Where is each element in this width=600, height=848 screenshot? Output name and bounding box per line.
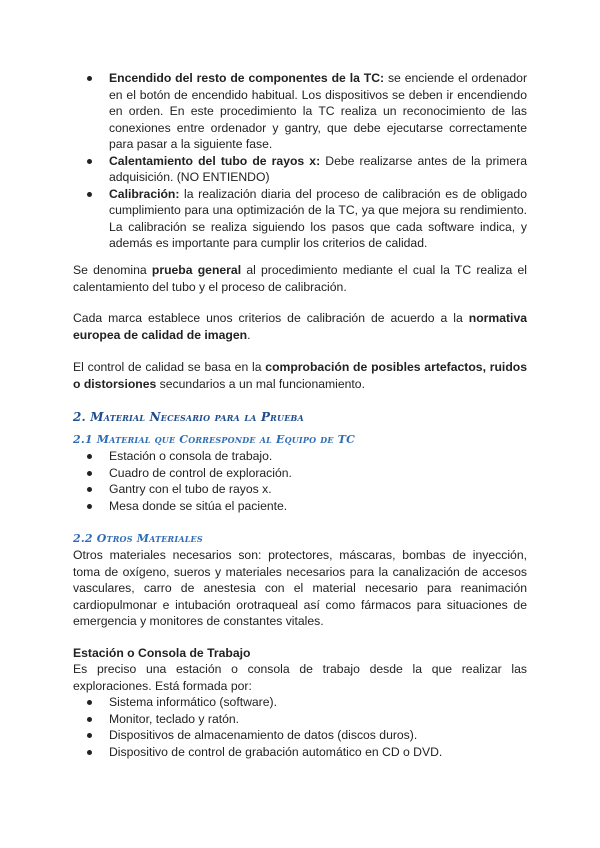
list-item: Dispositivo de control de grabación automático en CD o DVD. — [73, 744, 527, 761]
paragraph-normativa: Cada marca establece unos criterios de calibración de acuerdo a la normativa europea de calidad de imagen. — [73, 311, 527, 342]
bullet-icon — [87, 717, 92, 722]
list-item: Sistema informático (software). — [73, 694, 527, 711]
bullet-icon — [87, 750, 92, 755]
section-2-2-heading: 2.2 Otros Materiales — [73, 532, 203, 545]
bullet-icon — [87, 454, 92, 459]
bullet-icon — [87, 733, 92, 738]
intro-list — [73, 70, 527, 252]
bullet-icon — [87, 471, 92, 476]
bullet-icon — [87, 192, 92, 197]
list-item: Dispositivos de almacenamiento de datos (discos duros). — [73, 727, 527, 744]
paragraph-prueba-general: Se denomina prueba general al procedimiento mediante el cual la TC realiza el calentamiento del tubo y el proceso de calibración. — [73, 263, 527, 294]
bullet-icon — [87, 700, 92, 705]
bullet-icon — [87, 487, 92, 492]
station-list — [73, 694, 527, 760]
list-item: Cuadro de control de exploración. — [73, 465, 527, 482]
list-item: Monitor, teclado y ratón. — [73, 711, 527, 728]
list-item: Encendido del resto de componentes de la TC: se enciende el ordenador en el botón de encendido habitual. Los dispositivos se deben ir encendiendo en orden. En este procedimiento la TC realiza un reconocimiento de las conexiones entre ordenador y gantry, que debe ejecutarse correctamente para pasar a la siguiente fase. — [73, 70, 527, 153]
paragraph-otros-materiales: Otros materiales necesarios son: protectores, máscaras, bombas de inyección, toma de oxígeno, sueros y materiales necesarios para la canalización de accesos vasculares, carro de anestesia con el material necesario para reanimación cardiopulmonar e intubación orotraqueal así como fármacos para situaciones de emergencia y monitores de constantes vitales. — [73, 548, 527, 628]
bullet-icon — [87, 159, 92, 164]
section-2-1-heading: 2.1 Material que Corresponde al Equipo de TC — [73, 433, 356, 446]
bullet-icon — [87, 76, 92, 81]
bullet-icon — [87, 504, 92, 509]
list-item: Calibración: la realización diaria del proceso de calibración es de obligado cumplimiento para una optimización de la TC, ya que mejora su rendimiento. La calibración se realiza siguiendo los pasos que cada software indica, y además es importante para cumplir los criterios de calidad. — [73, 186, 527, 252]
list-item: Gantry con el tubo de rayos x. — [73, 481, 527, 498]
paragraph-control-calidad: El control de calidad se basa en la comprobación de posibles artefactos, ruidos o distorsiones secundarios a un mal funcionamiento. — [73, 360, 527, 391]
station-heading: Estación o Consola de Trabajo — [73, 646, 251, 660]
equipment-list — [73, 448, 527, 514]
list-item: Calentamiento del tubo de rayos x: Debe realizarse antes de la primera adquisición. (NO ENTIENDO) — [73, 153, 527, 186]
section-2-heading: 2. Material Necesario para la Prueba — [73, 410, 304, 424]
list-item: Mesa donde se sitúa el paciente. — [73, 498, 527, 515]
list-item: Estación o consola de trabajo. — [73, 448, 527, 465]
paragraph-estacion: Es preciso una estación o consola de trabajo desde la que realizar las exploraciones. Está formada por: — [73, 662, 527, 693]
